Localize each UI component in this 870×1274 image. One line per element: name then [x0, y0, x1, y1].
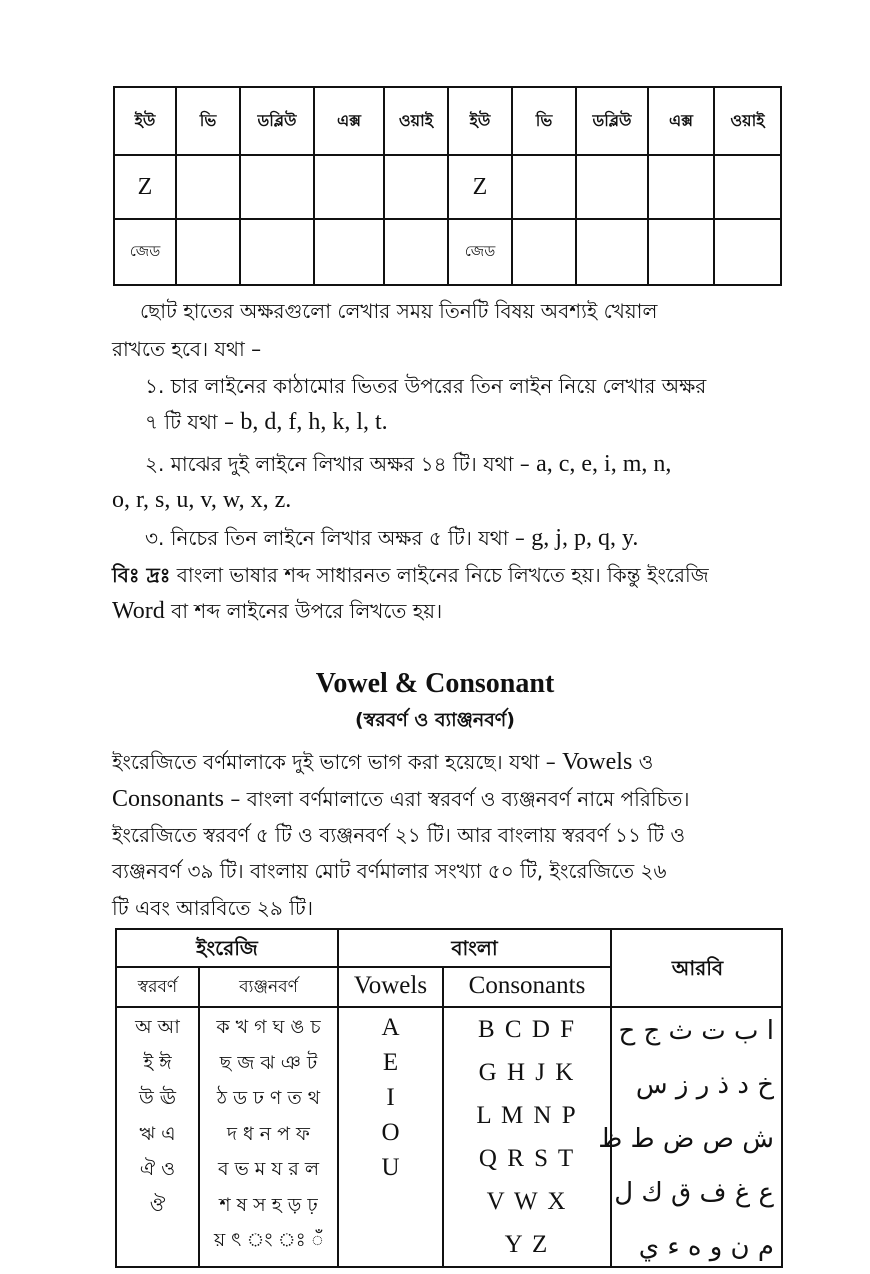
list-item: Q R S T [478, 1145, 576, 1172]
note-text: বাংলা ভাষার শব্দ সাধারনত লাইনের নিচে লিখতে হয়। কিন্তু ইংরেজি [176, 563, 709, 587]
list-item: V W X [486, 1188, 568, 1215]
list-item: য় ৎ ং ঃ ँ [213, 1229, 324, 1251]
table-cell [648, 155, 714, 219]
table-cell [714, 155, 781, 219]
rule-1-line: ১. চার লাইনের কাঠামোর ভিতর উপরের তিন লাইন নিয়ে লেখার অক্ষর [145, 374, 707, 398]
table-cell: এক্স [648, 87, 714, 155]
rule-2-text: ২. মাঝের দুই লাইনে লিখার অক্ষর ১৪ টি। যথা – [145, 452, 530, 476]
header-bangla: বাংলা [451, 936, 498, 960]
header-english: ইংরেজি [196, 936, 258, 960]
list-item: ব ভ ম য র ল [217, 1158, 320, 1180]
list-item: B C D F [477, 1016, 577, 1043]
section-para-line-1 [112, 744, 782, 780]
rule-2-line [145, 446, 785, 482]
para-text: ও [638, 750, 654, 774]
note-line-1 [112, 557, 782, 593]
letter-pronunciation-table [113, 86, 782, 286]
table-cell [176, 219, 240, 285]
table-cell [576, 155, 648, 219]
rule-1-count: ৭ টি যথা – [145, 410, 234, 434]
note-line-2 [112, 593, 782, 629]
list-item: ঐ ও [139, 1158, 176, 1180]
para-text: – বাংলা বর্ণমালাতে এরা স্বরবর্ণ ও ব্যঞ্জনবর্ণ নামে পরিচিত। [230, 787, 690, 811]
english-vowels-column [339, 1010, 442, 1185]
english-consonants-column [444, 1008, 610, 1266]
table-cell: Z [448, 155, 512, 219]
section-para-line-3: ইংরেজিতে স্বরবর্ণ ৫ টি ও ব্যঞ্জনবর্ণ ২১ টি। আর বাংলায় স্বরবর্ণ ১১ টি ও [112, 823, 686, 847]
table-cell: জেড [114, 219, 176, 285]
rule-3-text: ৩. নিচের তিন লাইনে লিখার অক্ষর ৫ টি। যথা – [145, 526, 525, 550]
intro-line-2: রাখতে হবে। যথা – [112, 337, 262, 361]
list-item: ক খ গ ঘ ঙ চ [216, 1016, 321, 1038]
rule-2-letters-2: o, r, s, u, v, w, x, z. [112, 487, 292, 513]
list-item: ا ب ت ث ج ح [618, 1016, 774, 1046]
list-item: ش ص ض ط ظ [598, 1124, 774, 1154]
section-title: Vowel & Consonant [315, 668, 555, 699]
list-item: উ ঊ [139, 1087, 176, 1109]
list-item: Y Z [504, 1231, 550, 1258]
table-cell [384, 155, 448, 219]
subheader-consonants: Consonants [468, 972, 586, 999]
table-cell: ভি [176, 87, 240, 155]
table-cell: জেড [448, 219, 512, 285]
table-cell: ওয়াই [384, 87, 448, 155]
table-cell: ডব্লিউ [240, 87, 314, 155]
table-cell [314, 219, 384, 285]
subheader-vowel-bn: স্বরবর্ণ [137, 977, 178, 997]
list-item: U [381, 1154, 400, 1181]
table-cell: এক্স [314, 87, 384, 155]
table-cell [240, 219, 314, 285]
rule-3-line [145, 520, 785, 556]
arabic-letters-column [598, 1004, 774, 1274]
table-cell: Z [114, 155, 176, 219]
list-item: অ আ [135, 1016, 180, 1038]
table-cell: ভি [512, 87, 576, 155]
section-para-line-5: টি এবং আরবিতে ২৯ টি। [112, 896, 313, 920]
name-row [114, 219, 781, 285]
rule-1-examples [145, 404, 785, 440]
list-item: ই ঈ [143, 1051, 172, 1074]
section-para-line-4: ব্যঞ্জনবর্ণ ৩৯ টি। বাংলায় মোট বর্ণমালার সংখ্যা ৫০ টি, ইংরেজিতে ২৬ [112, 859, 667, 883]
table-cell [176, 155, 240, 219]
intro-line-1: ছোট হাতের অক্ষরগুলো লেখার সময় তিনটি বিষয় অবশ্যই খেয়াল [140, 299, 658, 323]
bangla-consonants-column [200, 1010, 337, 1259]
para-english-word: Vowels [562, 749, 633, 775]
list-item: ঋ এ [139, 1122, 176, 1145]
note-text-2: বা শব্দ লাইনের উপরে লিখতে হয়। [171, 599, 443, 623]
table-cell [512, 155, 576, 219]
table-cell: ওয়াই [714, 87, 781, 155]
note-word: Word [112, 598, 165, 624]
alphabet-table [115, 928, 783, 1268]
list-item: O [381, 1119, 400, 1146]
table-cell [512, 219, 576, 285]
rule-2-continued [112, 482, 782, 518]
table-cell [384, 219, 448, 285]
list-item: শ ষ স হ ড় ঢ় [219, 1193, 318, 1216]
list-item: I [386, 1084, 395, 1111]
list-item: দ ধ ন প ফ [227, 1122, 310, 1145]
bangla-vowels-column [117, 1010, 198, 1223]
list-item: E [382, 1049, 399, 1076]
list-item: A [381, 1014, 400, 1041]
list-item: G H J K [478, 1059, 576, 1086]
list-item: ع غ ف ق ك ل [614, 1178, 774, 1208]
table-cell [576, 219, 648, 285]
rule-1-letters: b, d, f, h, k, l, t. [240, 409, 388, 435]
table-cell [714, 219, 781, 285]
section-para-line-2 [112, 781, 782, 817]
list-item: خ د ذ ر ز س [635, 1070, 774, 1100]
list-item: ঠ ড ঢ ণ ত থ [216, 1087, 321, 1109]
table-cell [240, 155, 314, 219]
rule-2-letters: a, c, e, i, m, n, [536, 451, 672, 477]
table-cell: ইউ [114, 87, 176, 155]
section-subtitle: (স্বরবর্ণ ও ব্যাঞ্জনবর্ণ) [355, 709, 515, 731]
list-item: ঔ [149, 1193, 166, 1216]
letter-row [114, 155, 781, 219]
list-item: L M N P [476, 1102, 578, 1129]
subheader-vowels: Vowels [353, 972, 428, 999]
pronunciation-row [114, 87, 781, 155]
subheader-consonant-bn: ব্যঞ্জনবর্ণ [239, 977, 298, 997]
header-arabic: আরবি [671, 956, 724, 980]
table-cell [314, 155, 384, 219]
list-item: ছ জ ঝ ঞ ট [219, 1051, 318, 1074]
para-english-word: Consonants [112, 786, 225, 812]
table-cell: ডব্লিউ [576, 87, 648, 155]
note-label: বিঃ দ্রঃ [112, 563, 171, 587]
rule-3-letters: g, j, p, q, y. [531, 525, 639, 551]
list-item: م ن و ه ء ي [638, 1232, 774, 1262]
para-text: ইংরেজিতে বর্ণমালাকে দুই ভাগে ভাগ করা হয়েছে। যথা – [112, 750, 556, 774]
table-cell [648, 219, 714, 285]
table-cell: ইউ [448, 87, 512, 155]
